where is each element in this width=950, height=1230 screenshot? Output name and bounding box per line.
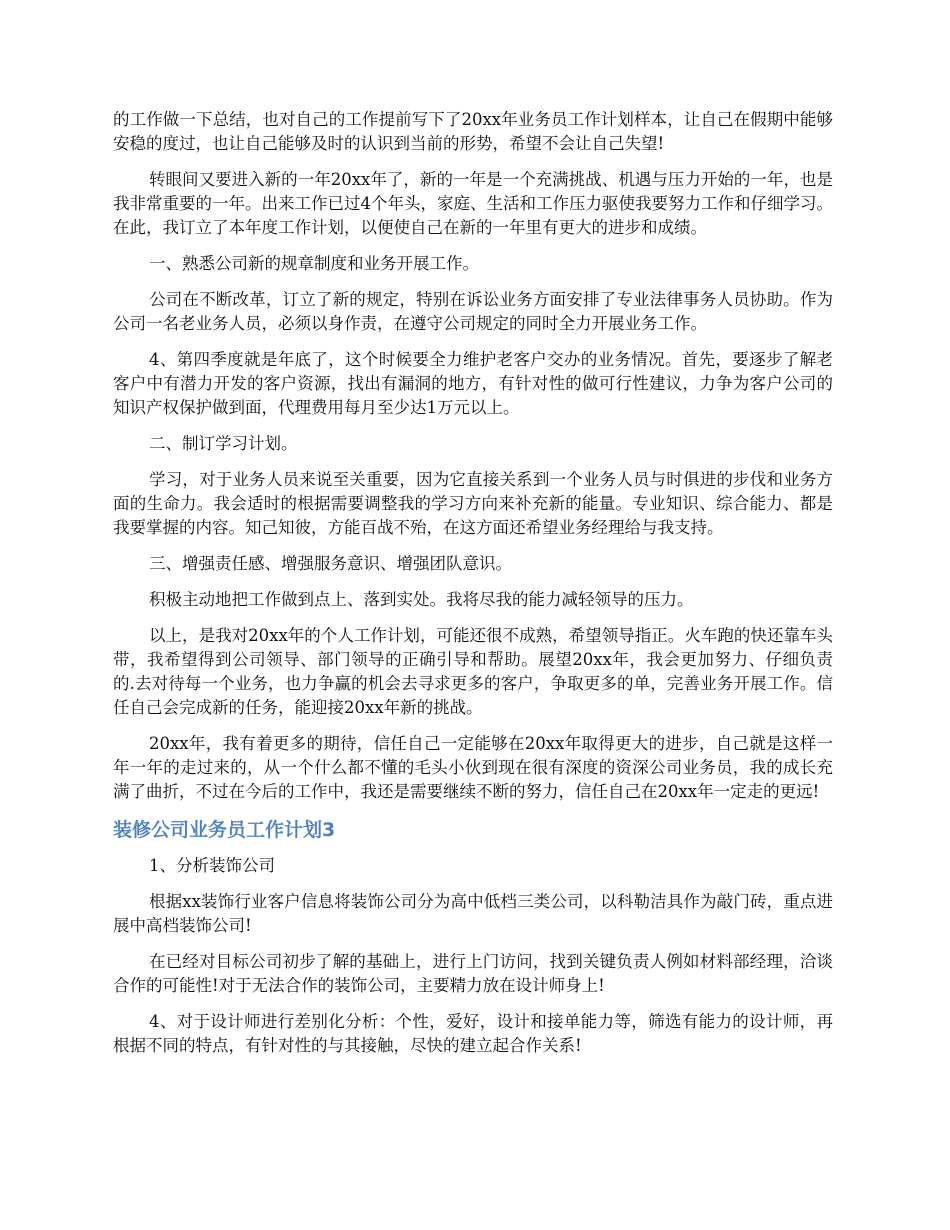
paragraph-classification: 根据xx装饰行业客户信息将装饰公司分为高中低档三类公司，以科勒洁具作为敲门砖，重点进展中高档装饰公司! (113, 892, 833, 935)
section-title-study-plan: 二、制订学习计划。 (149, 434, 298, 453)
paragraph-intro: 转眼间又要进入新的一年20xx年了，新的一年是一个充满挑战、机遇与压力开始的一年，也是我非常重要的一年。出来工作已过4个年头，家庭、生活和工作压力驱使我要努力工作和仔细学习。在此，我订立了本年度工作计划，以便使自己在新的一年里有更大的进步和成绩。 (113, 170, 833, 237)
document-page (113, 108, 833, 1070)
item-designer-analysis: 4、对于设计师进行差别化分析：个性，爱好，设计和接单能力等，筛选有能力的设计师，再根据不同的特点，有针对性的与其接触，尽快的建立起合作关系! (113, 1012, 833, 1055)
paragraph-fourth-quarter: 4、第四季度就是年底了，这个时候要全力维护老客户交办的业务情况。首先，要逐步了解老客户中有潜力开发的客户资源，找出有漏洞的地方，有针对性的做可行性建议，力争为客户公司的知识产权保护做到面，代理费用每月至少达1万元以上。 (113, 350, 833, 417)
paragraph-regulations: 公司在不断改革，订立了新的规定，特别在诉讼业务方面安排了专业法律事务人员协助。作为公司一名老业务人员，必须以身作责，在遵守公司规定的同时全力开展业务工作。 (113, 290, 833, 333)
paragraph-outlook: 20xx年，我有着更多的期待，信任自己一定能够在20xx年取得更大的进步，自己就是这样一年一年的走过来的，从一个什么都不懂的毛头小伙到现在很有深度的资深公司业务员，我的成长充满了曲折，不过在今后的工作中，我还是需要继续不断的努力，信任自己在20xx年一定走的更远! (113, 734, 833, 801)
item-analyze-companies: 1、分析装饰公司 (149, 856, 275, 875)
paragraph-continuation: 的工作做一下总结，也对自己的工作提前写下了20xx年业务员工作计划样本，让自己在假期中能够安稳的度过，也让自己能够及时的认识到当前的形势，希望不会让自己失望! (113, 110, 833, 153)
paragraph-summary: 以上，是我对20xx年的个人工作计划，可能还很不成熟，希望领导指正。火车跑的快还靠车头带，我希望得到公司领导、部门领导的正确引导和帮助。展望20xx年，我会更加努力、仔细负责的.去对待每一个业务，也力争赢的机会去寻求更多的客户，争取更多的单，完善业务开展工作。信任自己会完成新的任务，能迎接20xx年新的挑战。 (113, 626, 833, 717)
section-title-responsibility: 三、增强责任感、增强服务意识、增强团队意识。 (149, 554, 512, 573)
paragraph-study: 学习，对于业务人员来说至关重要，因为它直接关系到一个业务人员与时俱进的步伐和业务方面的生命力。我会适时的根据需要调整我的学习方向来补充新的能量。专业知识、综合能力、都是我要掌握的内容。知己知彼，方能百战不殆，在这方面还希望业务经理给与我支持。 (113, 470, 833, 537)
section-heading: 装修公司业务员工作计划3 (113, 819, 336, 841)
paragraph-proactive: 积极主动地把工作做到点上、落到实处。我将尽我的能力减轻领导的压力。 (149, 590, 694, 609)
section-title-regulations: 一、熟悉公司新的规章制度和业务开展工作。 (149, 254, 479, 273)
paragraph-visits: 在已经对目标公司初步了解的基础上，进行上门访问，找到关键负责人例如材料部经理，洽谈合作的可能性!对于无法合作的装饰公司，主要精力放在设计师身上! (113, 952, 833, 995)
